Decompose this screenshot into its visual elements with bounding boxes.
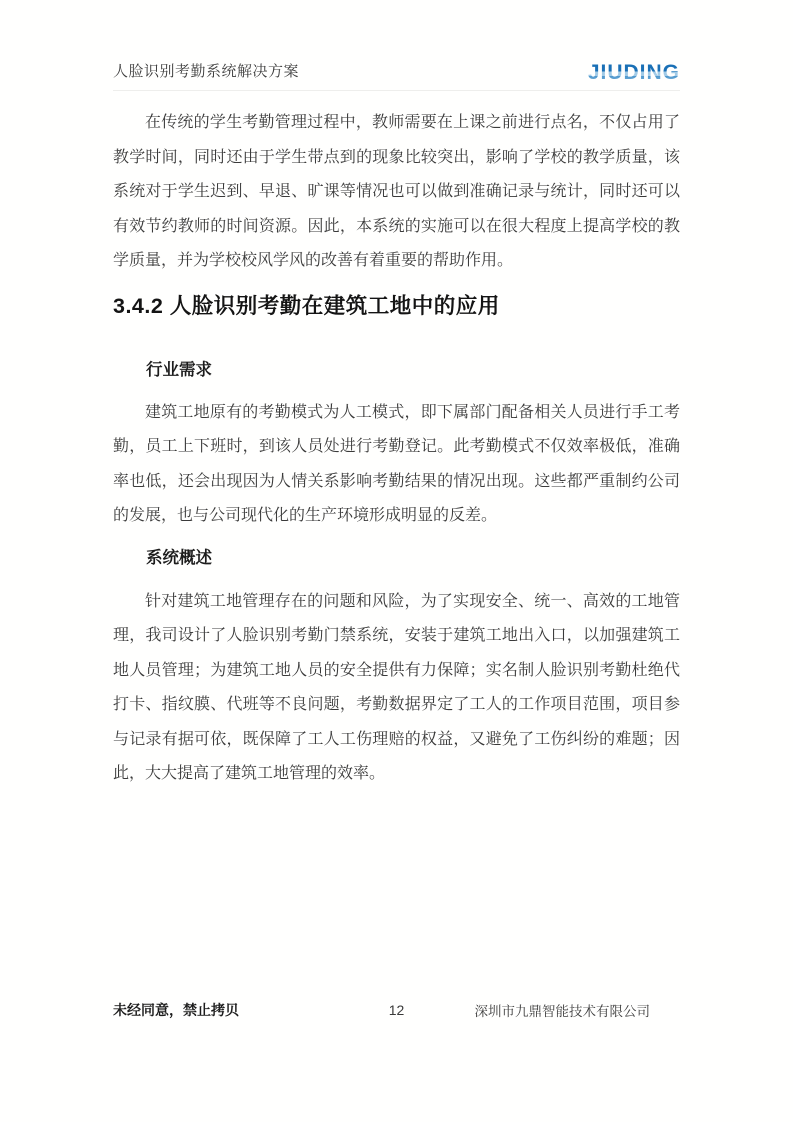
header-title: 人脸识别考勤系统解决方案: [113, 63, 300, 80]
subheading-industry-demand: 行业需求: [146, 360, 212, 379]
paragraph-industry-demand: 建筑工地原有的考勤模式为人工模式，即下属部门配备相关人员进行手工考勤，员工上下班时，到该人员处进行考勤登记。此考勤模式不仅效率极低，准确率也低，还会出现因为人情关系影响考勤结果的情况出现。这些都严重制约公司的发展，也与公司现代化的生产环境形成明显的反差。: [113, 403, 680, 524]
subheading-system-overview: 系统概述: [146, 548, 212, 567]
footer-page-number: 12: [388, 1002, 405, 1018]
paragraph-system-overview: 针对建筑工地管理存在的问题和风险，为了实现安全、统一、高效的工地管理，我司设计了人脸识别考勤门禁系统，安装于建筑工地出入口，以加强建筑工地人员管理；为建筑工地人员的安全提供有力保障；实名制人脸识别考勤杜绝代打卡、指纹膜、代班等不良问题，考勤数据界定了工人的工作项目范围，项目参与记录有据可依，既保障了工人工伤理赔的权益，又避免了工伤纠纷的难题；因此，大大提高了建筑工地管理的效率。: [113, 592, 680, 782]
footer-company-name: 深圳市九鼎智能技术有限公司: [474, 1004, 650, 1019]
footer-copy-notice: 未经同意，禁止拷贝: [113, 1002, 239, 1018]
jiuding-logo: JIUDING: [587, 61, 680, 84]
page-header: [113, 0, 680, 84]
page-footer: [113, 1000, 680, 1020]
paragraph-student-attendance: 在传统的学生考勤管理过程中，教师需要在上课之前进行点名，不仅占用了教学时间，同时还由于学生带点到的现象比较突出，影响了学校的教学质量，该系统对于学生迟到、早退、旷课等情况也可以做到准确记录与统计，同时还可以有效节约教师的时间资源。因此，本系统的实施可以在很大程度上提高学校的教学质量，并为学校校风学风的改善有着重要的帮助作用。: [113, 114, 680, 269]
header-divider: [113, 90, 680, 91]
section-heading-3-4-2: 3.4.2 人脸识别考勤在建筑工地中的应用: [113, 293, 500, 318]
